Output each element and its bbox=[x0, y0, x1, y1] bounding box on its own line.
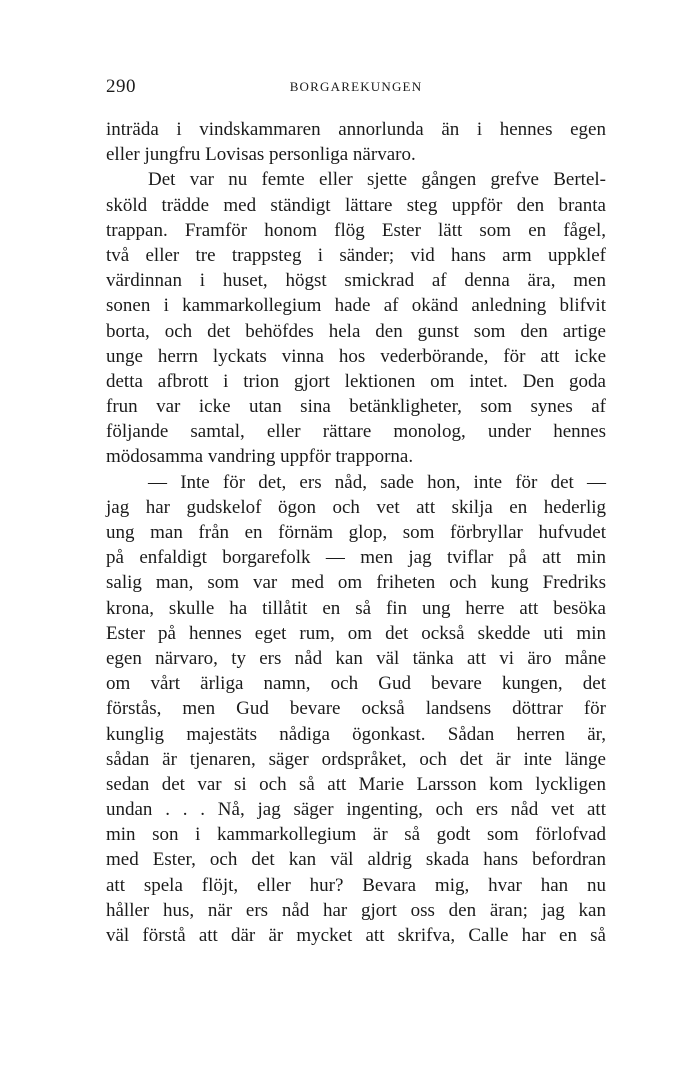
text-line: att spela flöjt, eller hur? Bevara mig, hvar han nu bbox=[106, 874, 606, 896]
text-line: trappan. Framför honom flög Ester lätt som en fågel, bbox=[106, 219, 606, 241]
text-line: salig man, som var med om friheten och kung Fredriks bbox=[106, 572, 606, 594]
paragraph-first-line: Det var nu femte eller sjette gången grefve Bertel- bbox=[148, 169, 606, 191]
text-line: inträda i vindskammaren annorlunda än i hennes egen bbox=[106, 119, 606, 140]
text-line: värdinnan i huset, högst smickrad af denna ära, men bbox=[106, 270, 606, 292]
text-line: eller jungfru Lovisas personliga närvaro. bbox=[106, 144, 416, 166]
text-line: sonen i kammarkollegium hade af okänd anledning blifvit bbox=[106, 295, 606, 317]
text-line: följande samtal, eller rättare monolog, under hennes bbox=[106, 421, 606, 443]
body-text bbox=[106, 117, 606, 948]
text-line: borta, och det behöfdes hela den gunst som den artige bbox=[106, 320, 606, 342]
text-line: unge herrn lyckats vinna hos vederbörande, för att icke bbox=[106, 345, 606, 367]
text-line: sedan det var si och så att Marie Larsson kom lyckligen bbox=[106, 773, 606, 795]
page-number: 290 bbox=[106, 76, 136, 97]
text-line: väl förstå att där är mycket att skrifva, Calle har en så bbox=[106, 925, 606, 946]
text-line: mödosamma vandring uppför trapporna. bbox=[106, 446, 414, 468]
page-header bbox=[106, 76, 606, 100]
text-line: med Ester, och det kan väl aldrig skada hans befordran bbox=[106, 849, 606, 871]
text-line: frun var icke utan sina betänkligheter, som synes af bbox=[106, 396, 606, 418]
text-line: på enfaldigt borgarefolk — men jag tviflar på att min bbox=[106, 547, 606, 569]
text-line: sådan är tjenaren, säger ordspråket, och det är inte länge bbox=[106, 748, 606, 770]
text-line: om vårt ärliga namn, och Gud bevare kungen, det bbox=[106, 673, 606, 695]
text-line: undan . . . Nå, jag säger ingenting, och ers nåd vet att bbox=[106, 799, 606, 821]
text-line: förstås, men Gud bevare också landsens döttrar för bbox=[106, 698, 606, 720]
text-line: två eller tre trappsteg i sänder; vid hans arm uppklef bbox=[106, 244, 606, 266]
text-line: detta afbrott i trion gjort lektionen om intet. Den goda bbox=[106, 370, 606, 392]
paragraph-first-line: — Inte för det, ers nåd, sade hon, inte för det — bbox=[148, 471, 606, 493]
text-line: ung man från en förnäm glop, som förbryllar hufvudet bbox=[106, 522, 606, 543]
running-head: BORGAREKUNGEN bbox=[289, 79, 423, 94]
text-line: min son i kammarkollegium är så godt som förlofvad bbox=[106, 824, 606, 846]
text-line: sköld trädde med ständigt lättare steg uppför den branta bbox=[106, 194, 606, 216]
text-line: kunglig majestäts nådiga ögonkast. Sådan herren är, bbox=[106, 723, 606, 745]
text-line: Ester på hennes eget rum, om det också skedde uti min bbox=[106, 622, 606, 644]
text-line: jag har gudskelof ögon och vet att skilja en hederlig bbox=[106, 496, 606, 518]
text-line: egen närvaro, ty ers nåd kan väl tänka att vi äro måne bbox=[106, 647, 606, 669]
text-line: håller hus, när ers nåd har gjort oss den äran; jag kan bbox=[106, 899, 606, 921]
text-line: krona, skulle ha tillåtit en så fin ung herre att besöka bbox=[106, 597, 606, 619]
